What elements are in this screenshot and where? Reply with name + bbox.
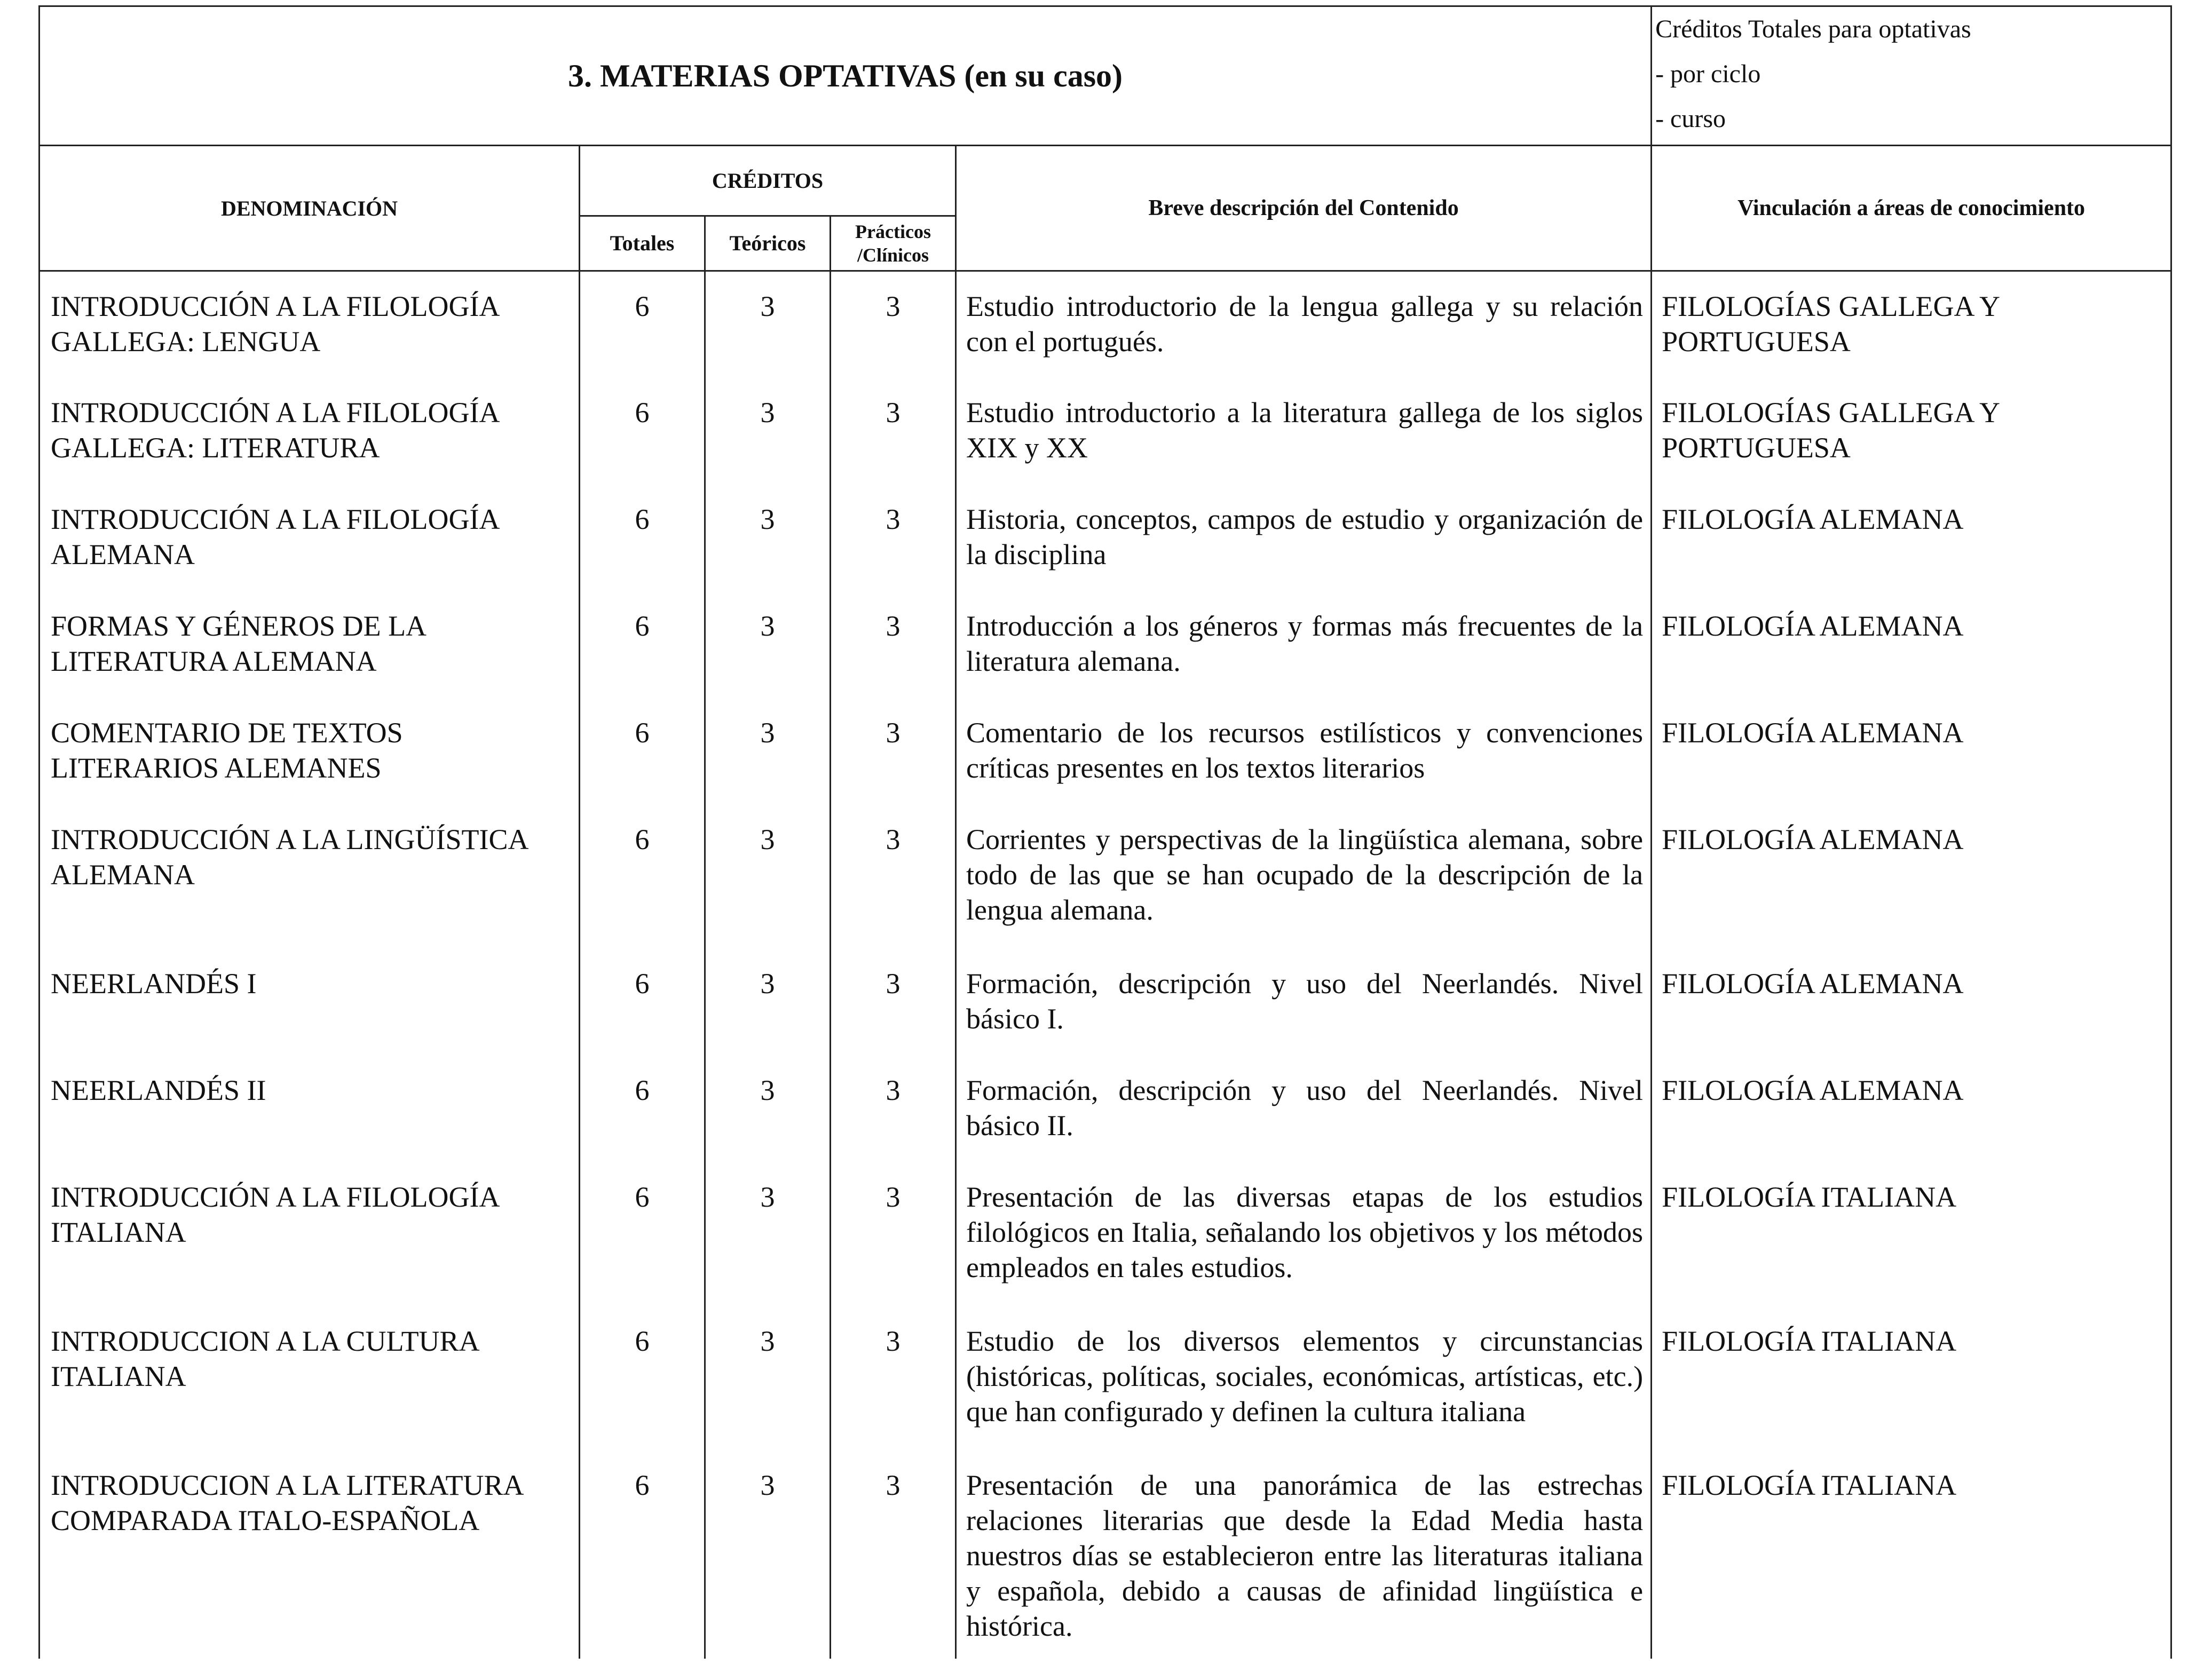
credits-teoricos: 3 [705,698,831,805]
table-body [40,271,2171,1659]
credits-practicos: 3 [831,1451,956,1659]
subject-description: Formación, descripción y uso del Neerlandés. Nivel básico II. [956,1056,1652,1162]
subject-description: Estudio introductorio a la literatura gallega de los siglos XIX y XX [956,378,1652,485]
credits-totales: 6 [580,949,705,1056]
table-row [40,485,2171,591]
credits-practicos: 3 [831,698,956,805]
credits-totales: 6 [580,485,705,591]
title-row [40,6,2171,146]
knowledge-area: FILOLOGÍA ALEMANA [1652,805,2171,949]
subject-name: FORMAS Y GÉNEROS DE LA LITERATURA ALEMANA [40,591,580,698]
credits-practicos: 3 [831,1162,956,1306]
credits-practicos: 3 [831,805,956,949]
header-teoricos: Teóricos [705,216,831,271]
subject-description: Presentación de las diversas etapas de los estudios filológicos en Italia, señalando los objetivos y los métodos empleados en tales estudios. [956,1162,1652,1306]
subject-description: Comentario de los recursos estilísticos y convenciones críticas presentes en los textos literarios [956,698,1652,805]
credits-teoricos: 3 [705,378,831,485]
header-vinculacion: Vinculación a áreas de conocimiento [1652,146,2171,271]
table-row [40,1451,2171,1659]
subject-name: INTRODUCCIÓN A LA FILOLOGÍA GALLEGA: LENGUA [40,271,580,378]
knowledge-area: FILOLOGÍAS GALLEGA Y PORTUGUESA [1652,378,2171,485]
credits-teoricos: 3 [705,1306,831,1451]
subject-description: Estudio de los diversos elementos y circunstancias (históricas, políticas, sociales, económicas, artísticas, etc.) que han configurado y definen la cultura italiana [956,1306,1652,1451]
credits-totales: 6 [580,805,705,949]
credits-totales: 6 [580,271,705,378]
subject-description: Presentación de una panorámica de las estrechas relaciones literarias que desde la Edad Media hasta nuestros días se establecieron entre las literaturas italiana y española, debido a causas de afinidad lingüística e histórica. [956,1451,1652,1659]
credits-box-line: - curso [1655,105,1726,133]
credits-teoricos: 3 [705,485,831,591]
knowledge-area: FILOLOGÍA ALEMANA [1652,949,2171,1056]
knowledge-area: FILOLOGÍAS GALLEGA Y PORTUGUESA [1652,271,2171,378]
credits-totales: 6 [580,591,705,698]
knowledge-area: FILOLOGÍA ALEMANA [1652,485,2171,591]
table-row [40,591,2171,698]
subject-name: INTRODUCCIÓN A LA LINGÜÍSTICA ALEMANA [40,805,580,949]
header-denominacion: DENOMINACIÓN [40,146,580,271]
table-row [40,1162,2171,1306]
table-row [40,1056,2171,1162]
knowledge-area: FILOLOGÍA ALEMANA [1652,698,2171,805]
credits-totales: 6 [580,1056,705,1162]
subject-description: Introducción a los géneros y formas más frecuentes de la literatura alemana. [956,591,1652,698]
credits-totales: 6 [580,378,705,485]
header-practicos: Prácticos /Clínicos [831,216,956,271]
credits-teoricos: 3 [705,591,831,698]
table-row [40,1306,2171,1451]
credits-practicos: 3 [831,949,956,1056]
header-creditos: CRÉDITOS [580,146,956,216]
subject-name: COMENTARIO DE TEXTOS LITERARIOS ALEMANES [40,698,580,805]
subject-name: INTRODUCCION A LA LITERATURA COMPARADA ITALO-ESPAÑOLA [40,1451,580,1659]
header-descripcion: Breve descripción del Contenido [956,146,1652,271]
credits-practicos: 3 [831,271,956,378]
credits-teoricos: 3 [705,1056,831,1162]
knowledge-area: FILOLOGÍA ITALIANA [1652,1162,2171,1306]
credits-practicos: 3 [831,485,956,591]
header-totales: Totales [580,216,705,271]
credits-totals-box [1652,6,2171,146]
table-row [40,805,2171,949]
credits-totales: 6 [580,1451,705,1659]
knowledge-area: FILOLOGÍA ALEMANA [1652,1056,2171,1162]
subject-name: NEERLANDÉS I [40,949,580,1056]
section-title [40,6,1652,146]
table-row [40,271,2171,378]
credits-teoricos: 3 [705,805,831,949]
subject-description: Estudio introductorio de la lengua gallega y su relación con el portugués. [956,271,1652,378]
table-row [40,698,2171,805]
section-title-text: 3. MATERIAS OPTATIVAS (en su caso) [568,58,1123,93]
optativas-table [38,5,2172,1659]
credits-totales: 6 [580,1306,705,1451]
subject-name: INTRODUCCIÓN A LA FILOLOGÍA ALEMANA [40,485,580,591]
knowledge-area: FILOLOGÍA ITALIANA [1652,1306,2171,1451]
knowledge-area: FILOLOGÍA ALEMANA [1652,591,2171,698]
knowledge-area: FILOLOGÍA ITALIANA [1652,1451,2171,1659]
credits-practicos: 3 [831,591,956,698]
subject-name: INTRODUCCIÓN A LA FILOLOGÍA ITALIANA [40,1162,580,1306]
credits-box-line: Créditos Totales para optativas [1655,15,1971,43]
subject-name: NEERLANDÉS II [40,1056,580,1162]
table-row [40,949,2171,1056]
subject-description: Historia, conceptos, campos de estudio y organización de la disciplina [956,485,1652,591]
credits-teoricos: 3 [705,1162,831,1306]
credits-teoricos: 3 [705,949,831,1056]
credits-practicos: 3 [831,1306,956,1451]
credits-totales: 6 [580,698,705,805]
credits-teoricos: 3 [705,1451,831,1659]
column-header-row [40,146,2171,216]
credits-totales: 6 [580,1162,705,1306]
subject-description: Formación, descripción y uso del Neerlandés. Nivel básico I. [956,949,1652,1056]
credits-practicos: 3 [831,378,956,485]
subject-description: Corrientes y perspectivas de la lingüística alemana, sobre todo de las que se han ocupado de la descripción de la lengua alemana. [956,805,1652,949]
subject-name: INTRODUCCION A LA CULTURA ITALIANA [40,1306,580,1451]
credits-practicos: 3 [831,1056,956,1162]
table-row [40,378,2171,485]
credits-box-line: - por ciclo [1655,60,1761,88]
credits-teoricos: 3 [705,271,831,378]
subject-name: INTRODUCCIÓN A LA FILOLOGÍA GALLEGA: LITERATURA [40,378,580,485]
